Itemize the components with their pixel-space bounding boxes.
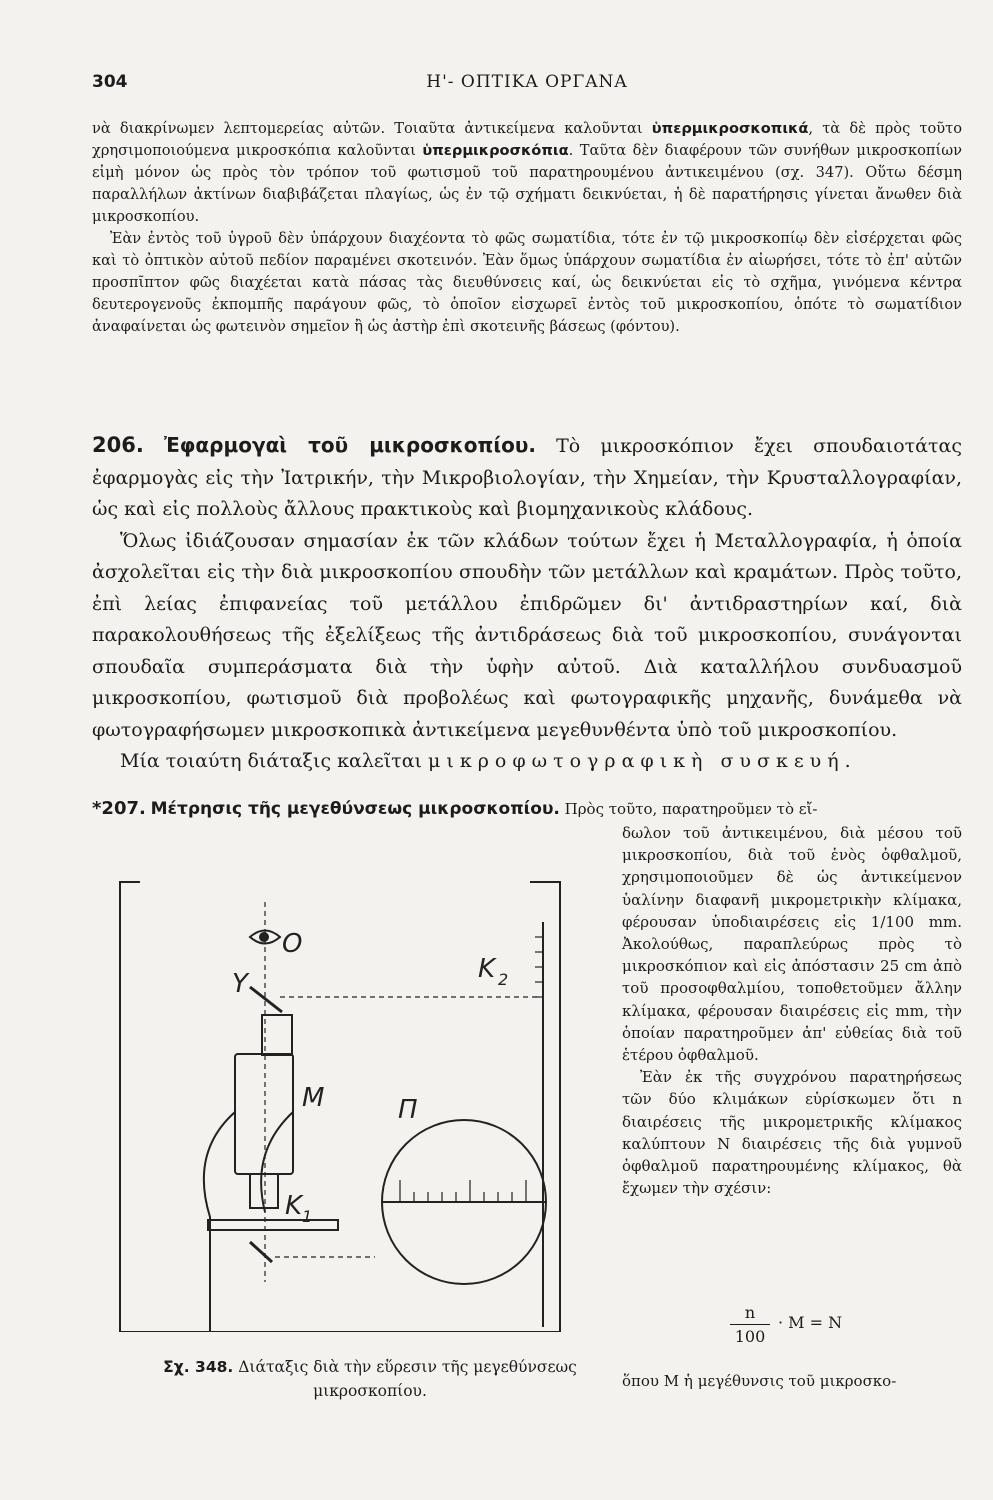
eyepiece (262, 1015, 292, 1055)
scale-k2-ticks (535, 937, 543, 997)
section-207-title: Μέτρησις τῆς μεγεθύνσεως μικροσκοπίου. (150, 799, 560, 819)
label-k2: K (478, 954, 496, 984)
label-k2-sub: 2 (498, 970, 509, 989)
section-206-paragraph-1 (92, 430, 962, 526)
section-207-lead: Πρὸς τοῦτο, παρατηροῦμεν τὸ εἴ- (559, 800, 818, 818)
section-207-number: *207. (92, 798, 146, 819)
running-head: Η'- ΟΠΤΙΚΑ ΟΡΓΑΝΑ (426, 72, 628, 92)
section-206-title: Ἐφαρμογαὶ τοῦ μικροσκοπίου. (163, 433, 536, 457)
section-206 (92, 430, 962, 778)
intro-paragraph-2: Ἐὰν ἐντὸς τοῦ ὑγροῦ δὲν ὑπάρχουν διαχέοντα τὸ φῶς σωματίδια, τότε ἐν τῷ μικροσκοπίῳ δὲν εἰσέρχεται φῶς καὶ τὸ ὀπτικὸν αὐτοῦ πεδίον παραμένει σκοτεινόν. Ἐὰν ὅμως ὑπάρχουν σωματίδια ἐν αἰωρήσει, τότε τὸ ἐπ' αὐτῶν προσπῖπτον φῶς διαχέεται κατὰ πάσας τὰς διευθύνσεις καί, ὡς δεικνύεται εἰς τὸ σχῆμα, γινόμενα κέντρα δευτερογενοῦς ἐκπομπῆς παράγουν φῶς, τὸ ὁποῖον εἰσχωρεῖ ἐντὸς τοῦ μικροσκοπίου, ὁπότε τὸ σωματίδιον ἀναφαίνεται ὡς φωτεινὸν σημεῖον ἢ ὡς ἀστὴρ ἐπὶ σκοτεινῆς βάσεως (φόντου). (92, 230, 962, 335)
section-206-p3-a: Μία τοιαύτη διάταξις καλεῖται (120, 750, 429, 772)
eye-pupil (260, 933, 268, 941)
section-207-paragraph-1: δωλον τοῦ ἀντικειμένου, διὰ μέσου τοῦ μικροσκοπίου, διὰ τοῦ ἑνὸς ὀφθαλμοῦ, χρησιμοποιοῦμεν δὲ ὡς ἀντικείμενον ὑαλίνην διαφανῆ μικρομετρικὴν κλίμακα, φέρουσαν ὑποδιαιρέσεις εἰς 1/100 mm. Ἀκολούθως, παραπλεύρως πρὸς τὸ μικροσκόπιον καὶ εἰς ἀπόστασιν 25 cm ἀπὸ τοῦ προσοφθαλμίου, τοποθετοῦμεν ἄλλην κλίμακα, φέρουσαν διαιρέσεις εἰς mm, τὴν ὁποίαν παρατηροῦμεν ἀπ' εὐθείας διὰ τοῦ ἑτέρου ὀφθαλμοῦ. (622, 824, 962, 1065)
field-ticks (400, 1180, 526, 1202)
section-206-p1: Τὸ μικροσκόπιον ἔχει σπουδαιοτάτας ἐφαρμογὰς εἰς τὴν Ἰατρικήν, τὴν Μικροβιολογίαν, τὴν Χημείαν, τὴν Κρυσταλλογραφίαν, ὡς καὶ εἰς πολλοὺς ἄλλους πρακτικοὺς καὶ βιομηχανικοὺς κλάδους. (92, 435, 962, 520)
lower-mirror (250, 1242, 272, 1262)
term-hypermicroscopic: ὑπερμικροσκοπικά (651, 120, 809, 137)
formula-numerator: n (730, 1302, 770, 1325)
label-m: M (302, 1083, 325, 1113)
caption-text: Διάταξις διὰ τὴν εὕρεσιν τῆς μεγεθύνσεως μικροσκοπίου. (233, 1358, 577, 1400)
section-207-paragraph-2: Ἐὰν ἐκ τῆς συγχρόνου παρατηρήσεως τῶν δύο κλιμάκων εὑρίσκωμεν ὅτι n διαιρέσεις τῆς μικρομετρικῆς κλίμακος καλύπτουν N διαιρέσεις τῆς διὰ γυμνοῦ ὀφθαλμοῦ παρατηρουμένης κλίμακος, θὰ ἔχωμεν τὴν σχέσιν: (622, 1068, 962, 1198)
label-o: O (282, 929, 303, 959)
figure-348 (100, 862, 600, 1332)
formula-fraction (730, 1302, 770, 1349)
intro-p1-a: νὰ διακρίνωμεν λεπτομερείας αὐτῶν. Τοιαῦτα ἀντικείμενα καλοῦνται (92, 120, 652, 137)
page-header (92, 72, 962, 102)
label-k1: K (285, 1191, 303, 1221)
magnification-formula (622, 1302, 962, 1362)
intro-p1-c: . Ταῦτα δὲν διαφέρουν τῶν συνήθων μικροσκοπίων εἰμὴ μόνον ὡς πρὸς τὸν τρόπον τοῦ φωτισμοῦ τοῦ παρατηρουμένου ἀντικειμένου (σχ. 347). Οὕτω δέσμη παραλλήλων ἀκτίνων διαβιβάζεται πλαγίως, ὡς ἐν τῷ σχήματι δεικνύεται, ἡ δὲ παρατήρησις γίνεται ἄνωθεν διὰ μικροσκοπίου. (92, 142, 962, 225)
mirror-y (250, 987, 282, 1012)
figure-caption (130, 1355, 610, 1403)
section-206-paragraph-2: Ὅλως ἰδιάζουσαν σημασίαν ἐκ τῶν κλάδων τούτων ἔχει ἡ Μεταλλογραφία, ἡ ὁποία ἀσχολεῖται εἰς τὴν διὰ μικροσκοπίου σπουδὴν τῶν μετάλλων καὶ κραμάτων. Πρὸς τοῦτο, ἐπὶ λείας ἐπιφανείας τοῦ μετάλλου ἐπιδρῶμεν δι' ἀντιδραστηρίων καί, διὰ παρακολουθήσεως τῆς ἐξελίξεως τῆς ἀντιδράσεως διὰ τοῦ μικροσκοπίου, συνάγονται σπουδαῖα συμπεράσματα διὰ τὴν ὑφὴν αὐτοῦ. Διὰ καταλλήλου συνδυασμοῦ μικροσκοπίου, φωτισμοῦ διὰ προβολέως καὶ φωτογραφικῆς μηχανῆς, δυνάμεθα νὰ φωτογραφήσωμεν μικροσκοπικὰ ἀντικείμενα μεγεθυνθέντα ὑπὸ τοῦ μικροσκοπίου. (92, 529, 962, 741)
formula-denominator: 100 (734, 1327, 766, 1346)
figure-frame (120, 882, 560, 1332)
label-y: Y (232, 969, 248, 999)
section-206-number: 206. (92, 433, 144, 457)
stage (208, 1220, 338, 1230)
label-p: Π (398, 1095, 418, 1125)
term-ultramicroscopes: ὑπερμικροσκόπια (422, 142, 569, 159)
section-206-paragraph-3 (92, 746, 962, 778)
formula-rest: · M = N (778, 1313, 843, 1332)
caption-label: Σχ. 348. (163, 1358, 234, 1376)
section-207-body (622, 822, 962, 1199)
term-microphotographic: μικροφωτογραφικὴ συσκευή (428, 750, 845, 772)
label-k1-sub: 1 (302, 1207, 313, 1226)
page-number: 304 (92, 72, 128, 92)
microscope-diagram (100, 862, 600, 1332)
section-207-last-line: ὅπου M ἡ μεγέθυνσις τοῦ μικροσκο- (622, 1372, 897, 1390)
section-207-heading (92, 798, 962, 820)
intro-p1-b: , τὰ δὲ πρὸς τοῦτο χρησιμοποιούμενα μικροσκόπια καλοῦνται (92, 120, 962, 159)
intro-paragraph-1 (92, 118, 962, 228)
intro-text (92, 118, 962, 338)
section-206-p3-b: . (844, 750, 851, 772)
